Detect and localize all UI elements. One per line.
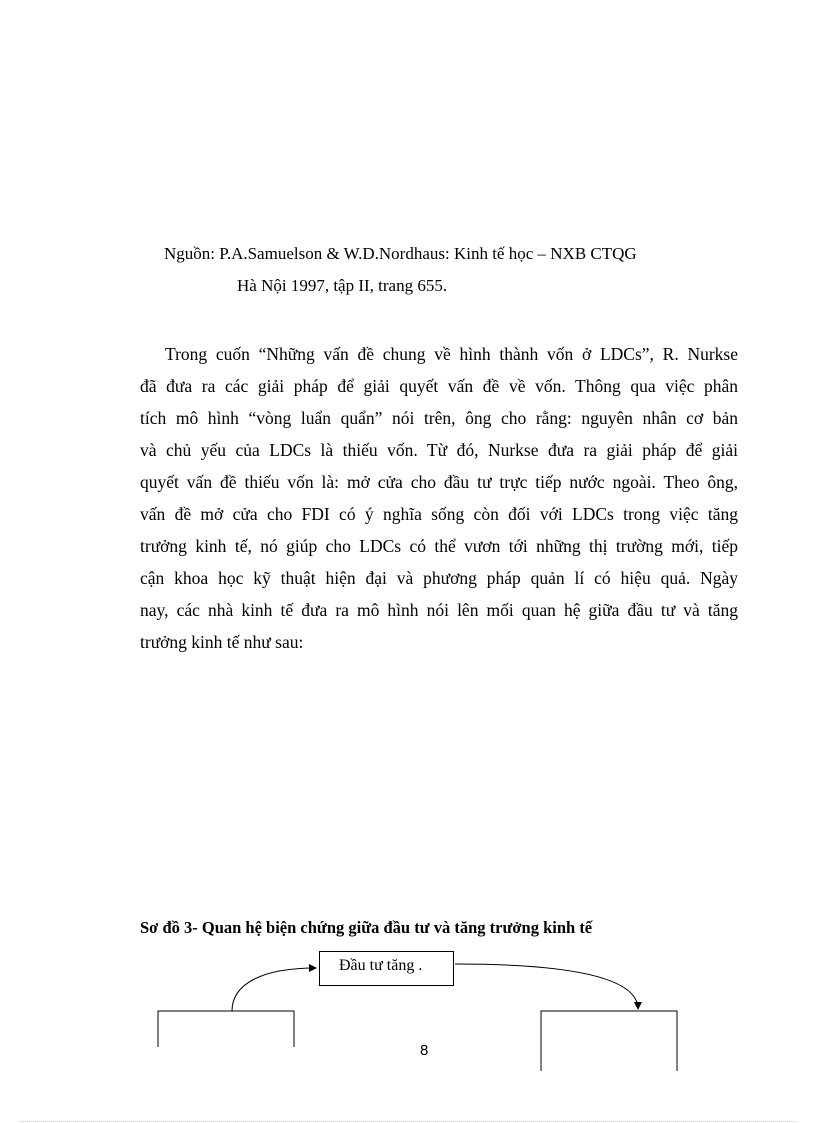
- right-box: [541, 1011, 677, 1071]
- page-bottom-divider: [20, 1121, 796, 1122]
- source-citation-line-1: Nguồn: P.A.Samuelson & W.D.Nordhaus: Kinh tế học – NXB CTQG: [164, 244, 637, 263]
- page-number: 8: [420, 1042, 429, 1059]
- paragraph-line: và chủ yếu của LDCs là thiếu vốn. Từ đó, Nurkse đưa ra giải pháp để giải: [140, 440, 738, 460]
- paragraph-line: Trong cuốn “Những vấn đề chung về hình thành vốn ở LDCs”, R. Nurkse: [165, 344, 738, 364]
- paragraph-line: đã đưa ra các giải pháp để giải quyết vấn đề về vốn. Thông qua việc phân: [140, 376, 738, 396]
- right-arrow: [455, 964, 638, 1009]
- paragraph-line: cận khoa học kỹ thuật hiện đại và phương pháp quản lí có hiệu quả. Ngày: [140, 568, 738, 588]
- paragraph-line: vấn đề mở cửa cho FDI có ý nghĩa sống còn đối với LDCs trong việc tăng: [140, 504, 738, 524]
- paragraph-line: tích mô hình “vòng luẩn quẩn” nói trên, ông cho rằng: nguyên nhân cơ bản: [140, 408, 738, 428]
- paragraph-line: trưởng kinh tế như sau:: [140, 632, 304, 652]
- left-box: [158, 1011, 294, 1047]
- paragraph-line: nay, các nhà kinh tế đưa ra mô hình nói lên mối quan hệ giữa đầu tư và tăng: [140, 600, 738, 620]
- source-citation-line-2: Hà Nội 1997, tập II, trang 655.: [237, 276, 448, 295]
- left-arrow: [232, 968, 316, 1011]
- paragraph-line: trưởng kinh tế, nó giúp cho LDCs có thể vươn tới những thị trường mới, tiếp: [140, 536, 738, 556]
- paragraph-line: quyết vấn đề thiếu vốn là: mở cửa cho đầu tư trực tiếp nước ngoài. Theo ông,: [140, 472, 738, 492]
- investment-increase-box: Đầu tư tăng .: [319, 951, 454, 986]
- diagram-title: Sơ đồ 3- Quan hệ biện chứng giữa đầu tư và tăng trưởng kinh tế: [140, 918, 593, 937]
